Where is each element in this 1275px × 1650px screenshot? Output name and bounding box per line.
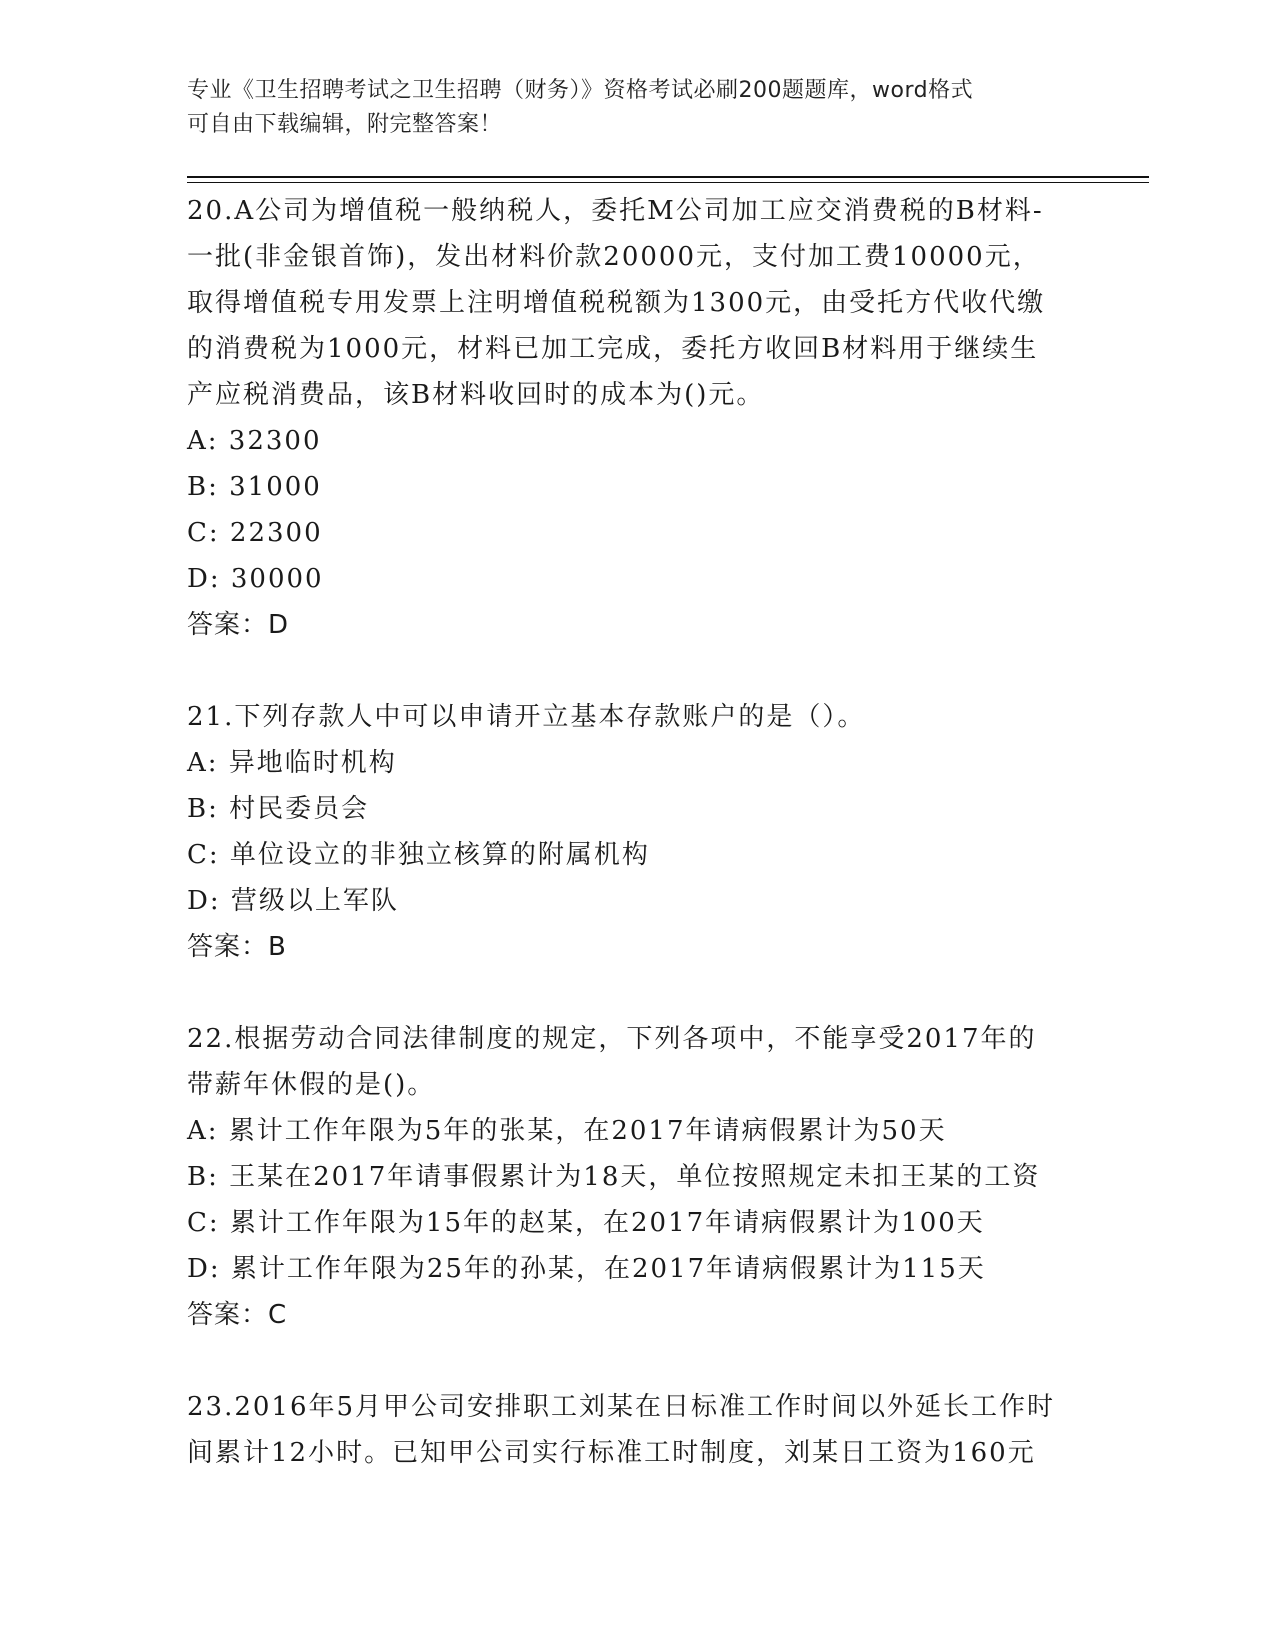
question-23 <box>187 1384 1087 1476</box>
question-text-line: 21.下列存款人中可以申请开立基本存款账户的是（）。 <box>187 702 866 732</box>
question-text-line: 的消费税为1000元，材料已加工完成，委托方收回B材料用于继续生 <box>187 334 1039 364</box>
header-line: 专业《卫生招聘考试之卫生招聘（财务）》资格考试必刷200题题库，word格式 <box>187 78 974 103</box>
option-a: A: 异地临时机构 <box>187 748 397 778</box>
answer-text: 答案：C <box>187 1300 288 1330</box>
option-c: C: 22300 <box>187 518 323 548</box>
document-header <box>187 74 1087 142</box>
question-text-line: 22.根据劳动合同法律制度的规定，下列各项中，不能享受2017年的 <box>187 1024 1037 1054</box>
question-21 <box>187 694 1087 970</box>
header-divider-thin <box>187 182 1149 183</box>
option-d: D: 累计工作年限为25年的孙某，在2017年请病假累计为115天 <box>187 1254 986 1284</box>
option-a: A: 32300 <box>187 426 322 456</box>
question-text-line: 20.A公司为增值税一般纳税人，委托M公司加工应交消费税的B材料- <box>187 196 1044 226</box>
answer-text: 答案：D <box>187 610 290 640</box>
question-text-line: 一批(非金银首饰)，发出材料价款20000元，支付加工费10000元， <box>187 242 1041 272</box>
option-b: B: 31000 <box>187 472 322 502</box>
option-d: D: 30000 <box>187 564 324 594</box>
question-text-line: 带薪年休假的是()。 <box>187 1070 436 1100</box>
header-divider <box>187 176 1149 178</box>
option-a: A: 累计工作年限为5年的张某，在2017年请病假累计为50天 <box>187 1116 947 1146</box>
question-22 <box>187 1016 1087 1338</box>
question-list <box>187 188 1087 1476</box>
question-text-line: 产应税消费品，该B材料收回时的成本为()元。 <box>187 380 765 410</box>
option-c: C: 单位设立的非独立核算的附属机构 <box>187 840 650 870</box>
answer-text: 答案：B <box>187 932 287 962</box>
option-d: D: 营级以上军队 <box>187 886 399 916</box>
option-c: C: 累计工作年限为15年的赵某，在2017年请病假累计为100天 <box>187 1208 985 1238</box>
question-20 <box>187 188 1087 648</box>
option-b: B: 村民委员会 <box>187 794 370 824</box>
question-text-line: 取得增值税专用发票上注明增值税税额为1300元，由受托方代收代缴 <box>187 288 1046 318</box>
question-text-line: 23.2016年5月甲公司安排职工刘某在日标准工作时间以外延长工作时 <box>187 1392 1056 1422</box>
option-b: B: 王某在2017年请事假累计为18天，单位按照规定未扣王某的工资 <box>187 1162 1041 1192</box>
question-text-line: 间累计12小时。已知甲公司实行标准工时制度，刘某日工资为160元 <box>187 1438 1036 1468</box>
header-line: 可自由下载编辑，附完整答案！ <box>187 112 503 137</box>
